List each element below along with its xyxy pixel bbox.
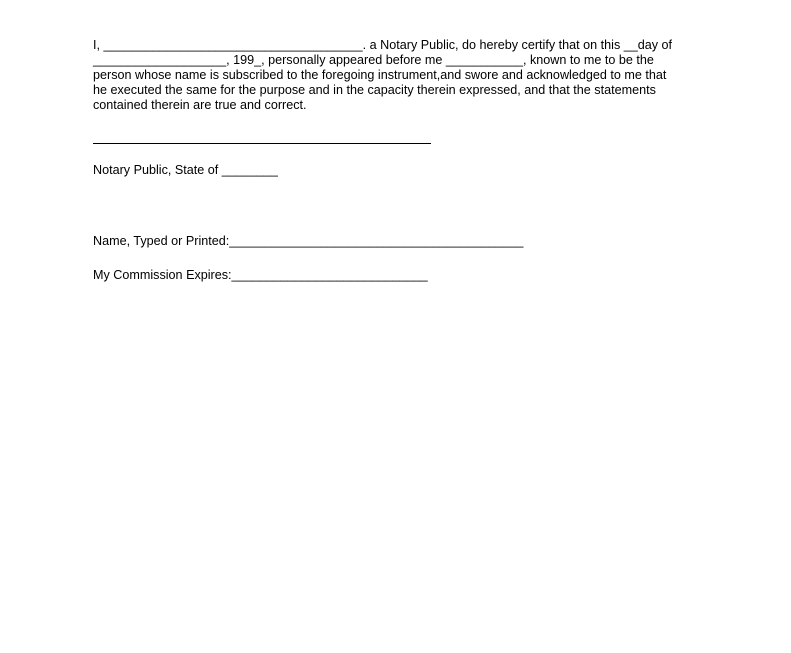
commission-expires-field: My Commission Expires:____________________________ (93, 268, 428, 282)
certificate-line-1: I, _____________________________________. a Notary Public, do hereby certify that on this __day of (93, 38, 673, 52)
signature-line (93, 143, 431, 144)
certificate-line-3: person whose name is subscribed to the foregoing instrument,and swore and acknowledged to me that (93, 68, 667, 82)
certificate-line-4: he executed the same for the purpose and in the capacity therein expressed, and that the statements (93, 83, 656, 97)
notary-state-label: Notary Public, State of ________ (93, 163, 278, 177)
certificate-line-2: ___________________, 199_, personally appeared before me ___________, known to me to be the (93, 53, 654, 67)
certificate-line-5: contained therein are true and correct. (93, 98, 307, 112)
name-typed-printed-field: Name, Typed or Printed:__________________________________________ (93, 234, 524, 248)
